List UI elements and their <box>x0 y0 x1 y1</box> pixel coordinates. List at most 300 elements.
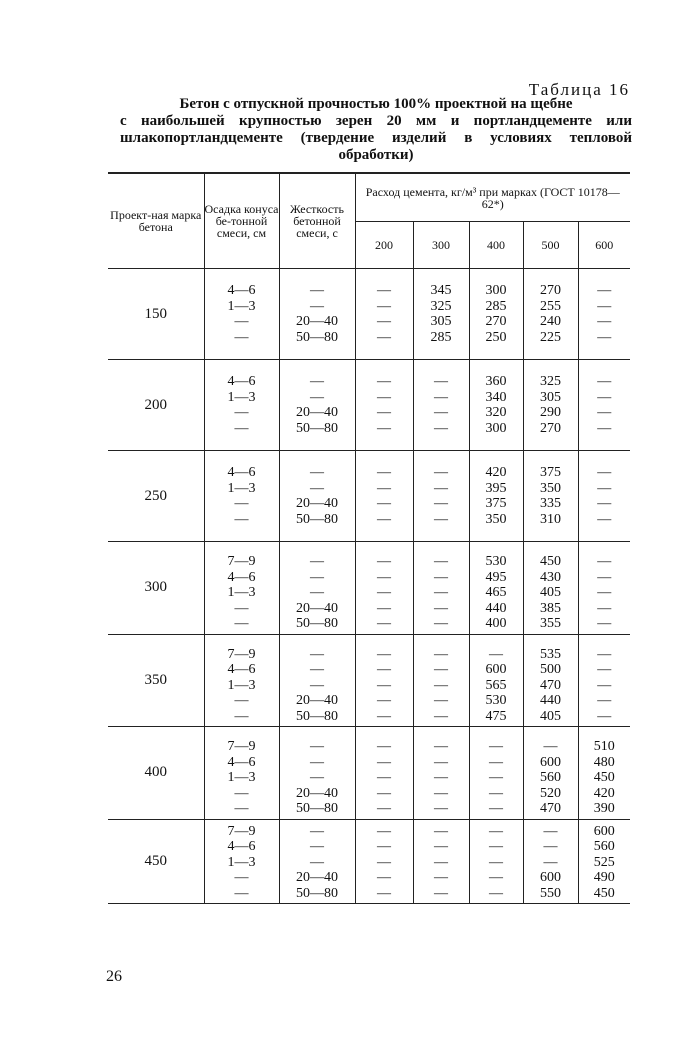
value-cell <box>279 269 355 360</box>
table-row <box>108 542 630 635</box>
cell-value: 20—40 <box>296 693 338 708</box>
cell-value: — <box>489 885 503 901</box>
cell-value: 520 <box>540 785 561 801</box>
cell-value: 7—9 <box>227 554 256 569</box>
cell-value: — <box>377 801 391 816</box>
cell-value: 475 <box>485 708 507 724</box>
cell-value: — <box>597 662 612 677</box>
header-grade: Проект-ная марка бетона <box>110 208 202 234</box>
cell-value: 20—40 <box>296 785 338 801</box>
header-cement-grade: 200 <box>355 222 413 269</box>
cell-value: — <box>434 708 448 724</box>
value-cell <box>279 634 355 727</box>
value-cell <box>413 727 469 820</box>
cell-value: — <box>310 823 324 839</box>
cell-value: — <box>310 554 324 569</box>
cell-value: — <box>310 739 324 754</box>
value-cell <box>578 819 630 904</box>
cell-value: — <box>310 754 324 770</box>
cell-value: — <box>434 554 448 569</box>
grade-group <box>108 819 630 904</box>
cell-value: — <box>434 885 448 901</box>
cell-value: 20—40 <box>296 870 338 885</box>
cell-value: — <box>234 600 249 616</box>
cell-value: — <box>597 389 612 405</box>
cell-value: — <box>377 465 391 480</box>
cell-value: 350 <box>540 480 561 496</box>
value-cell <box>578 542 630 635</box>
value-cell <box>204 360 279 451</box>
cell-value: — <box>597 693 612 708</box>
cell-value: 20—40 <box>296 600 338 616</box>
value-cell <box>204 819 279 904</box>
cell-value: — <box>310 662 324 677</box>
cell-value: 250 <box>485 329 507 345</box>
cell-value: 450 <box>593 770 615 785</box>
cell-value: — <box>377 646 391 662</box>
cell-value: 4—6 <box>227 839 256 854</box>
title-line: Бетон с отпускной прочностью 100% проектной на щебне <box>179 96 573 112</box>
value-cell <box>204 451 279 542</box>
cell-value: — <box>543 839 558 854</box>
cell-value: — <box>310 839 324 854</box>
cell-value: — <box>597 298 612 314</box>
grade-group <box>108 727 630 820</box>
table-row <box>108 360 630 451</box>
cell-value: — <box>543 739 558 754</box>
cell-value: 470 <box>540 801 561 816</box>
cell-value: 600 <box>485 662 507 677</box>
value-cell <box>355 360 413 451</box>
cell-value: — <box>434 600 448 616</box>
cell-value: 7—9 <box>227 823 256 839</box>
cell-value: 355 <box>540 616 561 631</box>
cell-value: 50—80 <box>296 420 338 436</box>
table-row <box>108 727 630 820</box>
cell-value: 405 <box>540 708 561 724</box>
cell-value: 1—3 <box>227 389 256 405</box>
cell-value: — <box>434 823 448 839</box>
value-cell <box>279 727 355 820</box>
value-cell <box>578 360 630 451</box>
cell-value: 4—6 <box>227 569 256 585</box>
value-cell <box>279 819 355 904</box>
cell-value: 50—80 <box>296 616 338 631</box>
cell-value: — <box>377 420 391 436</box>
value-cell <box>469 451 523 542</box>
value-cell <box>469 634 523 727</box>
table-title <box>120 96 632 164</box>
cell-value: — <box>310 465 324 480</box>
cell-value: — <box>434 739 448 754</box>
cell-value: 420 <box>485 465 507 480</box>
cell-value: 50—80 <box>296 511 338 527</box>
cell-value: — <box>234 616 249 631</box>
cell-value: — <box>377 785 391 801</box>
cell-value: — <box>489 854 503 870</box>
cell-value: — <box>377 885 391 901</box>
cell-value: 4—6 <box>227 662 256 677</box>
cell-value: — <box>310 389 324 405</box>
value-cell <box>204 542 279 635</box>
cell-value: 1—3 <box>227 677 256 693</box>
cell-value: 600 <box>593 823 615 839</box>
cell-value: 1—3 <box>227 480 256 496</box>
cell-value: 375 <box>485 496 507 511</box>
cell-value: — <box>597 554 612 569</box>
cell-value: — <box>234 496 249 511</box>
cell-value: — <box>234 405 249 420</box>
value-cell <box>413 634 469 727</box>
cell-value: — <box>597 283 612 298</box>
cell-value: 535 <box>540 646 561 662</box>
cell-value: — <box>597 569 612 585</box>
cell-value: 345 <box>430 283 452 298</box>
cell-value: — <box>434 677 448 693</box>
cell-value: 1—3 <box>227 770 256 785</box>
cell-value: — <box>489 770 503 785</box>
value-cell <box>523 542 578 635</box>
cell-value: 600 <box>540 754 561 770</box>
grade-group <box>108 269 630 360</box>
cell-value: 7—9 <box>227 646 256 662</box>
table-row <box>108 269 630 360</box>
cell-value: — <box>489 870 503 885</box>
cell-value: 320 <box>485 405 507 420</box>
value-cell <box>469 360 523 451</box>
table-row <box>108 451 630 542</box>
cell-value: — <box>434 662 448 677</box>
cell-value: 240 <box>540 314 561 329</box>
cell-value: — <box>377 283 391 298</box>
cell-value: 50—80 <box>296 801 338 816</box>
cell-value: 50—80 <box>296 885 338 901</box>
cell-value: — <box>310 374 324 389</box>
cell-value: 420 <box>593 785 615 801</box>
cell-value: 550 <box>540 885 561 901</box>
cell-value: 325 <box>540 374 561 389</box>
value-cell <box>355 634 413 727</box>
value-cell <box>355 269 413 360</box>
concrete-table <box>108 172 630 904</box>
value-cell <box>469 727 523 820</box>
cell-value: 270 <box>540 420 561 436</box>
cell-value: — <box>310 770 324 785</box>
header-cement-grade: 600 <box>578 222 630 269</box>
cell-value: — <box>234 785 249 801</box>
cell-value: 1—3 <box>227 585 256 600</box>
cell-value: — <box>597 585 612 600</box>
cell-value: 500 <box>540 662 561 677</box>
cell-value: — <box>377 677 391 693</box>
cell-value: — <box>597 314 612 329</box>
value-cell <box>578 634 630 727</box>
grade-cell: 150 <box>144 305 167 322</box>
concrete-table-wrap <box>108 172 630 904</box>
cell-value: 440 <box>485 600 507 616</box>
grade-cell: 400 <box>144 764 167 781</box>
grade-group <box>108 360 630 451</box>
cell-value: — <box>377 329 391 345</box>
cell-value: 20—40 <box>296 405 338 420</box>
cell-value: — <box>597 496 612 511</box>
cell-value: 20—40 <box>296 314 338 329</box>
value-cell <box>413 360 469 451</box>
cell-value: 440 <box>540 693 561 708</box>
value-cell <box>578 269 630 360</box>
cell-value: — <box>310 677 324 693</box>
cell-value: — <box>234 511 249 527</box>
header-stiffness: Жесткость бетонной смеси, с <box>279 173 355 269</box>
grade-group <box>108 542 630 635</box>
cell-value: 510 <box>593 739 615 754</box>
cell-value: — <box>597 405 612 420</box>
cell-value: 305 <box>430 314 452 329</box>
cell-value: — <box>434 854 448 870</box>
cell-value: — <box>377 839 391 854</box>
cell-value: 335 <box>540 496 561 511</box>
cell-value: 525 <box>593 854 615 870</box>
cell-value: 285 <box>430 329 452 345</box>
cell-value: — <box>597 677 612 693</box>
cell-value: — <box>377 854 391 870</box>
cell-value: — <box>434 511 448 527</box>
cell-value: 600 <box>540 870 561 885</box>
cell-value: 300 <box>485 283 507 298</box>
cell-value: — <box>543 823 558 839</box>
cell-value: — <box>377 405 391 420</box>
cell-value: — <box>377 389 391 405</box>
cell-value: — <box>377 585 391 600</box>
title-line: шлакопортландцементе (твердение изделий в условиях тепловой <box>120 130 632 146</box>
value-cell <box>413 269 469 360</box>
cell-value: — <box>597 374 612 389</box>
cell-value: — <box>434 785 448 801</box>
cell-value: — <box>377 298 391 314</box>
value-cell <box>279 360 355 451</box>
cell-value: — <box>434 465 448 480</box>
cell-value: — <box>489 739 503 754</box>
cell-value: — <box>310 569 324 585</box>
cell-value: — <box>310 585 324 600</box>
cell-value: 300 <box>485 420 507 436</box>
header-cement-grade: 300 <box>413 222 469 269</box>
cell-value: — <box>597 646 612 662</box>
cell-value: 225 <box>540 329 561 345</box>
cell-value: — <box>377 496 391 511</box>
cell-value: 450 <box>593 885 615 901</box>
value-cell <box>523 451 578 542</box>
cell-value: 20—40 <box>296 496 338 511</box>
cell-value: — <box>377 693 391 708</box>
cell-value: — <box>377 739 391 754</box>
cell-value: 340 <box>485 389 507 405</box>
cell-value: — <box>377 870 391 885</box>
cell-value: — <box>234 329 249 345</box>
cell-value: — <box>377 754 391 770</box>
title-line: с наибольшей крупностью зерен 20 мм и портландцементе или <box>120 113 632 129</box>
cell-value: — <box>377 708 391 724</box>
cell-value: — <box>310 480 324 496</box>
value-cell <box>204 269 279 360</box>
cell-value: — <box>597 511 612 527</box>
table-row <box>108 634 630 727</box>
cell-value: — <box>434 496 448 511</box>
cell-value: — <box>310 646 324 662</box>
table-row <box>108 819 630 904</box>
cell-value: — <box>434 693 448 708</box>
cell-value: 400 <box>485 616 507 631</box>
cell-value: 4—6 <box>227 283 256 298</box>
cell-value: — <box>310 298 324 314</box>
cell-value: 405 <box>540 585 561 600</box>
value-cell <box>523 360 578 451</box>
grade-cell: 250 <box>144 487 167 504</box>
cell-value: 4—6 <box>227 465 256 480</box>
cell-value: — <box>434 480 448 496</box>
cell-value: — <box>434 870 448 885</box>
cell-value: 1—3 <box>227 298 256 314</box>
value-cell <box>413 542 469 635</box>
header-slump: Осадка конуса бе-тонной смеси, см <box>204 173 279 269</box>
grade-cell: 200 <box>144 396 167 413</box>
cell-value: 470 <box>540 677 561 693</box>
cell-value: — <box>434 770 448 785</box>
cell-value: — <box>434 389 448 405</box>
cell-value: — <box>489 823 503 839</box>
cell-value: 4—6 <box>227 374 256 389</box>
cell-value: — <box>377 480 391 496</box>
cell-value: 430 <box>540 569 561 585</box>
value-cell <box>523 819 578 904</box>
cell-value: — <box>377 314 391 329</box>
cell-value: — <box>434 801 448 816</box>
page-number: 26 <box>106 968 122 985</box>
value-cell <box>469 819 523 904</box>
cell-value: — <box>434 839 448 854</box>
cell-value: 4—6 <box>227 754 256 770</box>
value-cell <box>355 542 413 635</box>
header-cement: Расход цемента, кг/м³ при марках (ГОСТ 10178—62*) <box>355 173 630 222</box>
cell-value: — <box>489 754 503 770</box>
value-cell <box>578 727 630 820</box>
cell-value: 285 <box>485 298 507 314</box>
value-cell <box>355 727 413 820</box>
cell-value: — <box>377 616 391 631</box>
cell-value: — <box>597 600 612 616</box>
cell-value: — <box>434 374 448 389</box>
value-cell <box>523 634 578 727</box>
cell-value: 290 <box>540 405 561 420</box>
cell-value: — <box>234 708 249 724</box>
value-cell <box>523 269 578 360</box>
cell-value: — <box>234 870 249 885</box>
title-line: обработки) <box>338 147 414 163</box>
value-cell <box>413 819 469 904</box>
cell-value: 495 <box>485 569 507 585</box>
cell-value: 375 <box>540 465 561 480</box>
cell-value: 360 <box>485 374 507 389</box>
cell-value: 565 <box>485 677 507 693</box>
value-cell <box>355 819 413 904</box>
cell-value: — <box>597 480 612 496</box>
cell-value: 325 <box>430 298 452 314</box>
cell-value: 560 <box>593 839 615 854</box>
cell-value: — <box>234 801 249 816</box>
cell-value: — <box>434 405 448 420</box>
cell-value: 270 <box>485 314 507 329</box>
cell-value: 450 <box>540 554 561 569</box>
cell-value: — <box>234 885 249 901</box>
value-cell <box>355 451 413 542</box>
cell-value: — <box>234 693 249 708</box>
cell-value: 270 <box>540 283 561 298</box>
header-cement-grade: 400 <box>469 222 523 269</box>
cell-value: 7—9 <box>227 739 256 754</box>
grade-cell: 300 <box>144 579 167 596</box>
table-label: Таблица 16 <box>528 80 630 99</box>
cell-value: — <box>597 420 612 436</box>
cell-value: — <box>377 662 391 677</box>
cell-value: — <box>489 785 503 801</box>
cell-value: — <box>377 374 391 389</box>
cell-value: 530 <box>485 554 507 569</box>
value-cell <box>413 451 469 542</box>
value-cell <box>279 542 355 635</box>
cell-value: — <box>377 569 391 585</box>
cell-value: — <box>377 823 391 839</box>
cell-value: 480 <box>593 754 615 770</box>
cell-value: 50—80 <box>296 329 338 345</box>
cell-value: 255 <box>540 298 561 314</box>
cell-value: — <box>543 854 558 870</box>
cell-value: — <box>310 283 324 298</box>
cell-value: — <box>597 708 612 724</box>
cell-value: — <box>434 754 448 770</box>
header-cement-grade: 500 <box>523 222 578 269</box>
cell-value: — <box>434 646 448 662</box>
cell-value: 50—80 <box>296 708 338 724</box>
cell-value: 560 <box>540 770 561 785</box>
cell-value: — <box>489 646 503 662</box>
grade-group <box>108 451 630 542</box>
cell-value: 490 <box>593 870 615 885</box>
cell-value: — <box>489 839 503 854</box>
cell-value: — <box>434 585 448 600</box>
value-cell <box>204 634 279 727</box>
grade-group <box>108 634 630 727</box>
cell-value: — <box>377 770 391 785</box>
value-cell <box>578 451 630 542</box>
grade-cell: 350 <box>144 671 167 688</box>
cell-value: — <box>234 314 249 329</box>
cell-value: — <box>434 420 448 436</box>
cell-value: 395 <box>485 480 507 496</box>
cell-value: — <box>597 616 612 631</box>
cell-value: — <box>377 600 391 616</box>
value-cell <box>523 727 578 820</box>
cell-value: 305 <box>540 389 561 405</box>
cell-value: — <box>434 616 448 631</box>
value-cell <box>279 451 355 542</box>
cell-value: — <box>377 511 391 527</box>
cell-value: — <box>597 465 612 480</box>
cell-value: 530 <box>485 693 507 708</box>
value-cell <box>469 269 523 360</box>
grade-cell: 450 <box>144 852 167 869</box>
cell-value: — <box>234 420 249 436</box>
cell-value: — <box>489 801 503 816</box>
